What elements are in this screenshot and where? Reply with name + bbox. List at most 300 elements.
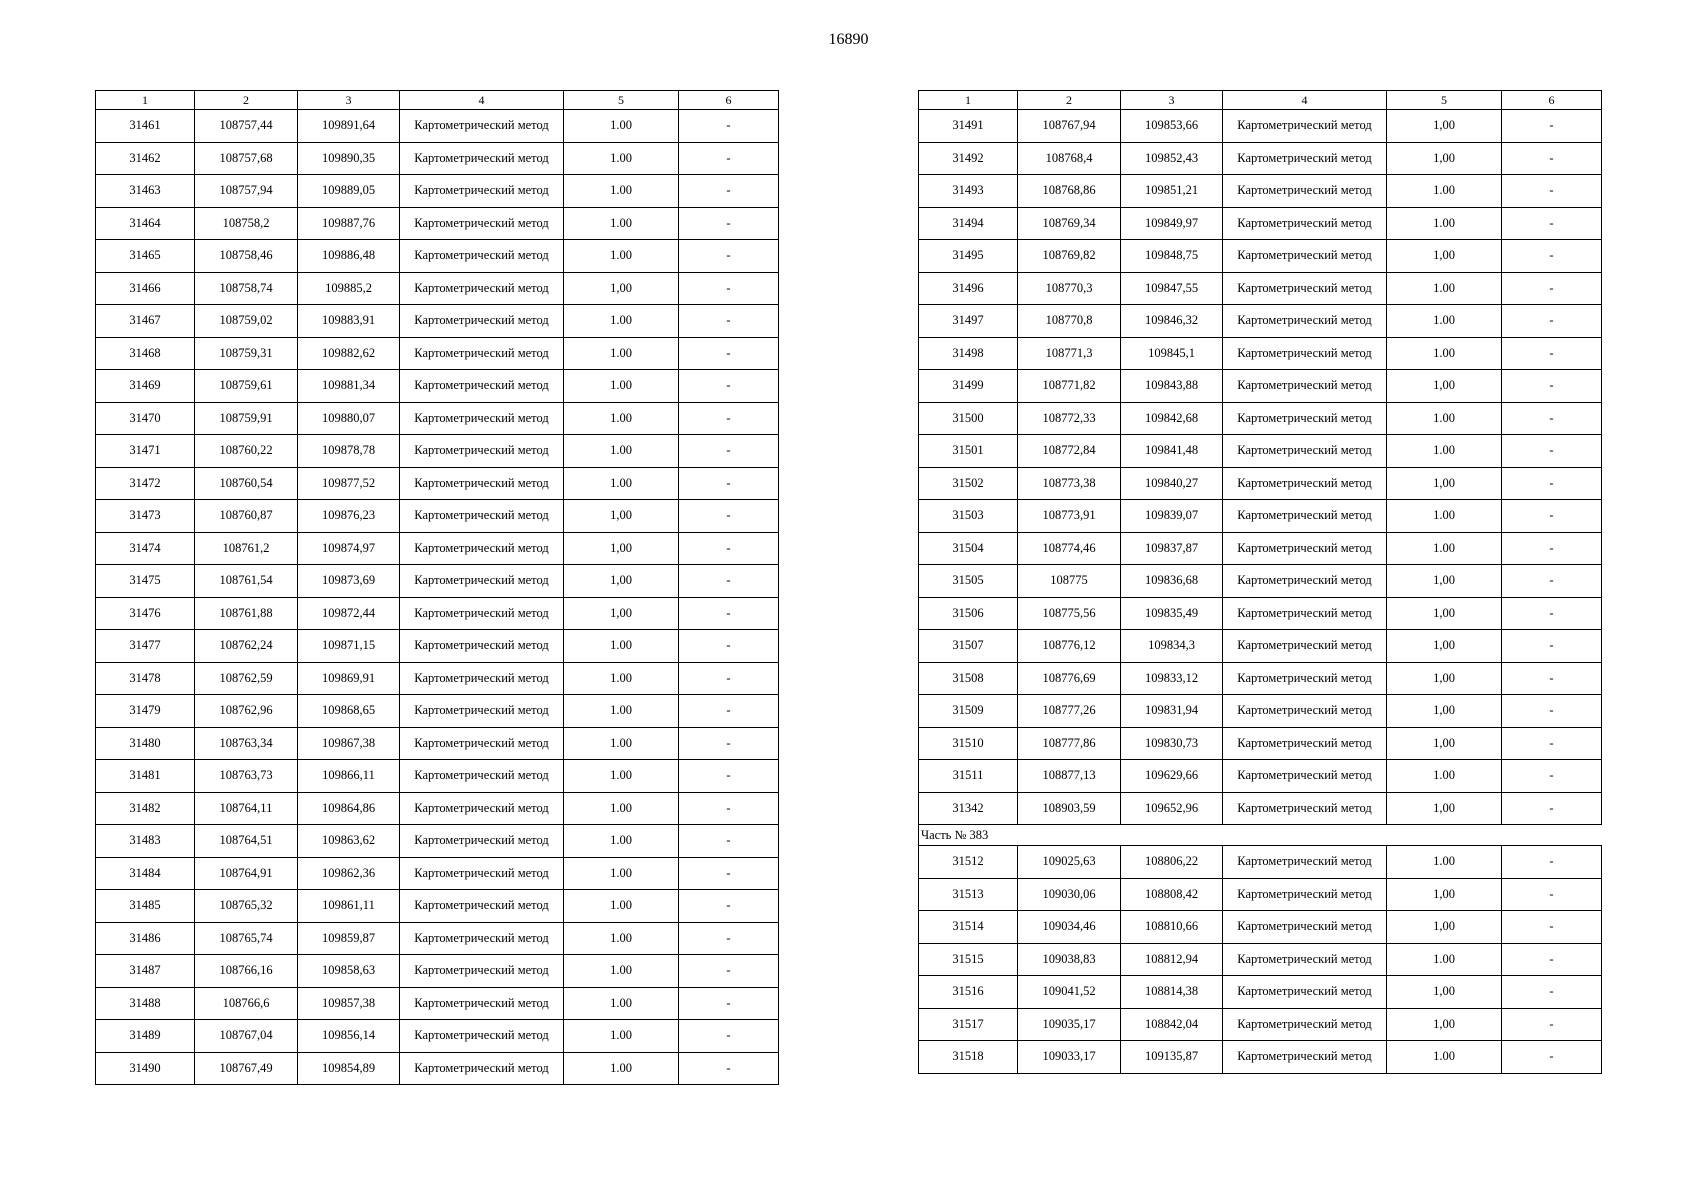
table-cell: 31470 [96, 402, 195, 435]
table-cell: Картометрический метод [400, 890, 564, 923]
table-cell: 31475 [96, 565, 195, 598]
table-row [919, 760, 1602, 793]
table-row [919, 142, 1602, 175]
table-cell: 108763,34 [195, 727, 298, 760]
table-cell: 108776,12 [1018, 630, 1121, 663]
table-cell: 31516 [919, 976, 1018, 1009]
table-cell: 108777,26 [1018, 695, 1121, 728]
table-cell: 109856,14 [298, 1020, 400, 1053]
table-cell: 31488 [96, 987, 195, 1020]
table-cell: Картометрический метод [400, 305, 564, 338]
table-cell: Картометрический метод [1223, 175, 1387, 208]
table-row [919, 370, 1602, 403]
table-cell: Картометрический метод [400, 175, 564, 208]
table-cell: 109861,11 [298, 890, 400, 923]
table-cell: Картометрический метод [400, 727, 564, 760]
table-row [96, 630, 779, 663]
table-cell: Картометрический метод [1223, 500, 1387, 533]
table-row [96, 337, 779, 370]
table-cell: 109041,52 [1018, 976, 1121, 1009]
table-cell: - [1502, 467, 1602, 500]
table-cell: 109853,66 [1121, 110, 1223, 143]
table-cell: 31465 [96, 240, 195, 273]
table-cell: 108763,73 [195, 760, 298, 793]
table-cell: - [1502, 1008, 1602, 1041]
table-cell: 109135,87 [1121, 1041, 1223, 1074]
table-cell: 31485 [96, 890, 195, 923]
table-row [96, 695, 779, 728]
table-cell: 1,00 [1387, 467, 1502, 500]
table-row [96, 110, 779, 143]
table-cell: 31511 [919, 760, 1018, 793]
table-cell: 109869,91 [298, 662, 400, 695]
table-cell: 31487 [96, 955, 195, 988]
table-cell: Картометрический метод [400, 857, 564, 890]
table-cell: 1,00 [1387, 878, 1502, 911]
table-row [919, 727, 1602, 760]
table-cell: - [679, 695, 779, 728]
table-cell: 1,00 [564, 532, 679, 565]
table-row [919, 435, 1602, 468]
table-cell: 109871,15 [298, 630, 400, 663]
table-cell: 1.00 [564, 760, 679, 793]
table-cell: - [679, 630, 779, 663]
table-cell: Картометрический метод [400, 597, 564, 630]
table-row [96, 857, 779, 890]
table-cell: - [1502, 305, 1602, 338]
table-cell: Картометрический метод [400, 987, 564, 1020]
table-cell: Картометрический метод [400, 760, 564, 793]
table-cell: - [679, 857, 779, 890]
column-header: 6 [679, 91, 779, 110]
table-cell: 1,00 [1387, 597, 1502, 630]
table-cell: - [679, 305, 779, 338]
table-row [96, 1052, 779, 1085]
table-cell: 31471 [96, 435, 195, 468]
table-cell: 1.00 [564, 792, 679, 825]
table-cell: Картометрический метод [400, 142, 564, 175]
table-cell: 109035,17 [1018, 1008, 1121, 1041]
table-cell: 109886,48 [298, 240, 400, 273]
table-row [919, 337, 1602, 370]
table-cell: 109857,38 [298, 987, 400, 1020]
table-cell: - [1502, 695, 1602, 728]
table-cell: 109830,73 [1121, 727, 1223, 760]
table-cell: 108761,2 [195, 532, 298, 565]
table-cell: - [1502, 207, 1602, 240]
table-cell: 31461 [96, 110, 195, 143]
table-cell: - [1502, 1041, 1602, 1074]
table-cell: Картометрический метод [1223, 662, 1387, 695]
table-cell: 31513 [919, 878, 1018, 911]
table-cell: 108767,49 [195, 1052, 298, 1085]
table-cell: Картометрический метод [400, 792, 564, 825]
table-cell: 109891,64 [298, 110, 400, 143]
table-cell: 108758,74 [195, 272, 298, 305]
table-cell: - [679, 402, 779, 435]
table-cell: - [679, 890, 779, 923]
table-cell: 109876,23 [298, 500, 400, 533]
table-cell: 31489 [96, 1020, 195, 1053]
table-cell: 31466 [96, 272, 195, 305]
table-cell: Картометрический метод [1223, 630, 1387, 663]
table-cell: Картометрический метод [400, 467, 564, 500]
table-cell: 1.00 [564, 857, 679, 890]
table-cell: 108759,31 [195, 337, 298, 370]
table-cell: Картометрический метод [400, 1020, 564, 1053]
table-cell: Картометрический метод [400, 955, 564, 988]
table-cell: - [1502, 792, 1602, 825]
table-cell: 31506 [919, 597, 1018, 630]
table-cell: - [1502, 846, 1602, 879]
table-cell: 31477 [96, 630, 195, 663]
table-cell: Картометрический метод [400, 370, 564, 403]
table-cell: 109889,05 [298, 175, 400, 208]
table-cell: Картометрический метод [400, 662, 564, 695]
table-cell: 31512 [919, 846, 1018, 879]
table-cell: 108758,46 [195, 240, 298, 273]
section-label: Часть № 383 [919, 825, 1602, 846]
table-cell: 1.00 [1387, 760, 1502, 793]
table-row [919, 175, 1602, 208]
table-cell: 109866,11 [298, 760, 400, 793]
table-cell: Картометрический метод [400, 532, 564, 565]
table-row [96, 597, 779, 630]
table-cell: Картометрический метод [1223, 760, 1387, 793]
table-cell: Картометрический метод [1223, 142, 1387, 175]
table-row [919, 911, 1602, 944]
table-cell: 1.00 [564, 662, 679, 695]
column-header: 2 [1018, 91, 1121, 110]
table-cell: 108766,16 [195, 955, 298, 988]
table-cell: Картометрический метод [1223, 240, 1387, 273]
table-cell: 109833,12 [1121, 662, 1223, 695]
table-cell: 108761,88 [195, 597, 298, 630]
table-cell: 108773,91 [1018, 500, 1121, 533]
column-header: 5 [1387, 91, 1502, 110]
table-cell: 109877,52 [298, 467, 400, 500]
table-cell: Картометрический метод [1223, 878, 1387, 911]
table-cell: 1,00 [1387, 110, 1502, 143]
table-cell: - [1502, 337, 1602, 370]
table-header-row [919, 91, 1602, 110]
table-row [919, 467, 1602, 500]
table-cell: 31462 [96, 142, 195, 175]
table-cell: - [679, 175, 779, 208]
table-row [96, 175, 779, 208]
table-cell: 108760,87 [195, 500, 298, 533]
table-cell: Картометрический метод [1223, 565, 1387, 598]
table-cell: Картометрический метод [1223, 943, 1387, 976]
table-cell: 109873,69 [298, 565, 400, 598]
table-cell: Картометрический метод [1223, 305, 1387, 338]
table-row [96, 662, 779, 695]
table-cell: 108762,59 [195, 662, 298, 695]
table-row [919, 305, 1602, 338]
table-cell: Картометрический метод [400, 630, 564, 663]
table-cell: 109868,65 [298, 695, 400, 728]
table-cell: 1.00 [564, 305, 679, 338]
table-cell: - [1502, 597, 1602, 630]
table-cell: 109848,75 [1121, 240, 1223, 273]
table-row [96, 792, 779, 825]
table-cell: - [1502, 110, 1602, 143]
table-cell: 31342 [919, 792, 1018, 825]
table-cell: 108765,74 [195, 922, 298, 955]
table-cell: 108773,38 [1018, 467, 1121, 500]
table-cell: 1,00 [1387, 1008, 1502, 1041]
table-cell: 108770,8 [1018, 305, 1121, 338]
table-cell: Картометрический метод [1223, 402, 1387, 435]
table-cell: 1.00 [564, 987, 679, 1020]
table-row [96, 142, 779, 175]
table-cell: - [679, 435, 779, 468]
table-cell: 108758,2 [195, 207, 298, 240]
table-cell: 1,00 [1387, 792, 1502, 825]
table-row [919, 792, 1602, 825]
table-cell: 109885,2 [298, 272, 400, 305]
table-cell: 109837,87 [1121, 532, 1223, 565]
table-cell: 109038,83 [1018, 943, 1121, 976]
table-cell: 31486 [96, 922, 195, 955]
table-cell: 109845,1 [1121, 337, 1223, 370]
table-cell: 31499 [919, 370, 1018, 403]
coordinates-table-right [918, 90, 1602, 1074]
table-cell: - [679, 1020, 779, 1053]
table-cell: 109859,87 [298, 922, 400, 955]
table-cell: 108775 [1018, 565, 1121, 598]
table-cell: 1.00 [1387, 175, 1502, 208]
table-cell: 109840,27 [1121, 467, 1223, 500]
table-row [919, 630, 1602, 663]
table-cell: 31517 [919, 1008, 1018, 1041]
table-cell: Картометрический метод [1223, 597, 1387, 630]
table-cell: 108769,82 [1018, 240, 1121, 273]
table-row [96, 532, 779, 565]
table-cell: 108810,66 [1121, 911, 1223, 944]
table-cell: 1.00 [564, 955, 679, 988]
table-cell: Картометрический метод [400, 1052, 564, 1085]
table-row [919, 976, 1602, 1009]
table-row [919, 1041, 1602, 1074]
table-cell: 108759,61 [195, 370, 298, 403]
table-cell: 31495 [919, 240, 1018, 273]
table-cell: 31483 [96, 825, 195, 858]
column-header: 6 [1502, 91, 1602, 110]
table-cell: 31468 [96, 337, 195, 370]
table-cell: 1.00 [564, 467, 679, 500]
table-cell: 31496 [919, 272, 1018, 305]
table-cell: 108814,38 [1121, 976, 1223, 1009]
table-row [96, 272, 779, 305]
table-cell: 31501 [919, 435, 1018, 468]
table-cell: 108761,54 [195, 565, 298, 598]
table-cell: 31491 [919, 110, 1018, 143]
table-cell: Картометрический метод [1223, 532, 1387, 565]
table-cell: - [679, 792, 779, 825]
table-cell: 109629,66 [1121, 760, 1223, 793]
table-cell: 108812,94 [1121, 943, 1223, 976]
table-cell: 108776,69 [1018, 662, 1121, 695]
table-row [96, 467, 779, 500]
table-cell: 31478 [96, 662, 195, 695]
table-cell: 108757,44 [195, 110, 298, 143]
table-cell: 1.00 [564, 240, 679, 273]
table-cell: - [679, 987, 779, 1020]
table-cell: Картометрический метод [1223, 911, 1387, 944]
table-cell: 1.00 [1387, 532, 1502, 565]
table-row [919, 662, 1602, 695]
table-cell: Картометрический метод [400, 922, 564, 955]
table-cell: 31480 [96, 727, 195, 760]
table-cell: - [1502, 878, 1602, 911]
table-cell: 108760,54 [195, 467, 298, 500]
table-cell: 1.00 [1387, 435, 1502, 468]
table-cell: 108767,94 [1018, 110, 1121, 143]
table-row [96, 727, 779, 760]
table-cell: 1.00 [1387, 500, 1502, 533]
table-cell: 1.00 [564, 825, 679, 858]
table-cell: - [679, 532, 779, 565]
table-row [96, 987, 779, 1020]
coordinates-table-left [95, 90, 779, 1085]
table-cell: 109030,06 [1018, 878, 1121, 911]
table-cell: 108775,56 [1018, 597, 1121, 630]
table-cell: Картометрический метод [400, 337, 564, 370]
table-cell: 1.00 [564, 890, 679, 923]
table-cell: 31473 [96, 500, 195, 533]
table-cell: 109849,97 [1121, 207, 1223, 240]
table-row [919, 846, 1602, 879]
section-label-row [919, 825, 1602, 846]
table-cell: 108757,68 [195, 142, 298, 175]
table-cell: 108877,13 [1018, 760, 1121, 793]
table-cell: 109839,07 [1121, 500, 1223, 533]
table-cell: 31504 [919, 532, 1018, 565]
table-cell: 108771,3 [1018, 337, 1121, 370]
table-cell: 108764,11 [195, 792, 298, 825]
table-cell: 109872,44 [298, 597, 400, 630]
column-header: 3 [298, 91, 400, 110]
table-cell: - [1502, 760, 1602, 793]
table-cell: 1.00 [564, 1020, 679, 1053]
table-cell: 109851,21 [1121, 175, 1223, 208]
table-cell: 109867,38 [298, 727, 400, 760]
table-cell: 1.00 [564, 175, 679, 208]
table-cell: - [679, 240, 779, 273]
table-cell: 109843,88 [1121, 370, 1223, 403]
table-cell: - [679, 467, 779, 500]
table-cell: 109852,43 [1121, 142, 1223, 175]
table-cell: - [1502, 435, 1602, 468]
column-header: 3 [1121, 91, 1223, 110]
table-cell: 31479 [96, 695, 195, 728]
table-cell: 31510 [919, 727, 1018, 760]
table-row [919, 695, 1602, 728]
table-cell: 109836,68 [1121, 565, 1223, 598]
table-cell: 109880,07 [298, 402, 400, 435]
table-cell: 108772,84 [1018, 435, 1121, 468]
table-cell: Картометрический метод [1223, 467, 1387, 500]
table-cell: 109862,36 [298, 857, 400, 890]
table-cell: 1.00 [564, 110, 679, 143]
table-row [919, 1008, 1602, 1041]
table-cell: 108759,02 [195, 305, 298, 338]
table-row [96, 207, 779, 240]
table-cell: 31492 [919, 142, 1018, 175]
table-cell: 1.00 [564, 922, 679, 955]
table-cell: 31507 [919, 630, 1018, 663]
table-cell: 1,00 [1387, 976, 1502, 1009]
table-cell: 108768,86 [1018, 175, 1121, 208]
table-cell: 31494 [919, 207, 1018, 240]
table-cell: - [679, 142, 779, 175]
table-cell: - [679, 955, 779, 988]
table-cell: 31515 [919, 943, 1018, 976]
table-cell: 108771,82 [1018, 370, 1121, 403]
table-cell: - [1502, 943, 1602, 976]
table-cell: 108774,46 [1018, 532, 1121, 565]
table-cell: Картометрический метод [400, 435, 564, 468]
table-cell: 31502 [919, 467, 1018, 500]
table-cell: - [679, 500, 779, 533]
table-cell: Картометрический метод [1223, 727, 1387, 760]
table-cell: 1.00 [564, 727, 679, 760]
table-cell: 109854,89 [298, 1052, 400, 1085]
table-row [919, 207, 1602, 240]
table-row [919, 240, 1602, 273]
table-cell: 109846,32 [1121, 305, 1223, 338]
table-cell: 1.00 [1387, 402, 1502, 435]
table-cell: 108757,94 [195, 175, 298, 208]
table-cell: 1.00 [1387, 337, 1502, 370]
table-cell: 109842,68 [1121, 402, 1223, 435]
table-cell: 31467 [96, 305, 195, 338]
table-cell: Картометрический метод [400, 272, 564, 305]
table-cell: Картометрический метод [1223, 976, 1387, 1009]
table-cell: 31472 [96, 467, 195, 500]
table-cell: - [679, 272, 779, 305]
table-row [96, 825, 779, 858]
table-row [919, 532, 1602, 565]
table-cell: - [679, 565, 779, 598]
table-cell: 108766,6 [195, 987, 298, 1020]
table-cell: Картометрический метод [1223, 110, 1387, 143]
table-cell: Картометрический метод [400, 565, 564, 598]
table-cell: 1.00 [564, 207, 679, 240]
table-cell: Картометрический метод [400, 240, 564, 273]
table-row [919, 878, 1602, 911]
table-cell: Картометрический метод [1223, 272, 1387, 305]
page-number: 16890 [828, 31, 869, 48]
table-cell: 31505 [919, 565, 1018, 598]
table-cell: Картометрический метод [1223, 337, 1387, 370]
table-row [919, 272, 1602, 305]
table-cell: 1,00 [1387, 630, 1502, 663]
table-cell: 31508 [919, 662, 1018, 695]
table-cell: 108808,42 [1121, 878, 1223, 911]
table-cell: 31500 [919, 402, 1018, 435]
table-cell: Картометрический метод [1223, 370, 1387, 403]
table-cell: - [1502, 240, 1602, 273]
table-cell: 108762,24 [195, 630, 298, 663]
table-cell: 1.00 [1387, 943, 1502, 976]
table-cell: 109874,97 [298, 532, 400, 565]
table-cell: Картометрический метод [1223, 207, 1387, 240]
table-cell: 1.00 [564, 435, 679, 468]
table-cell: Картометрический метод [400, 110, 564, 143]
table-cell: 108772,33 [1018, 402, 1121, 435]
